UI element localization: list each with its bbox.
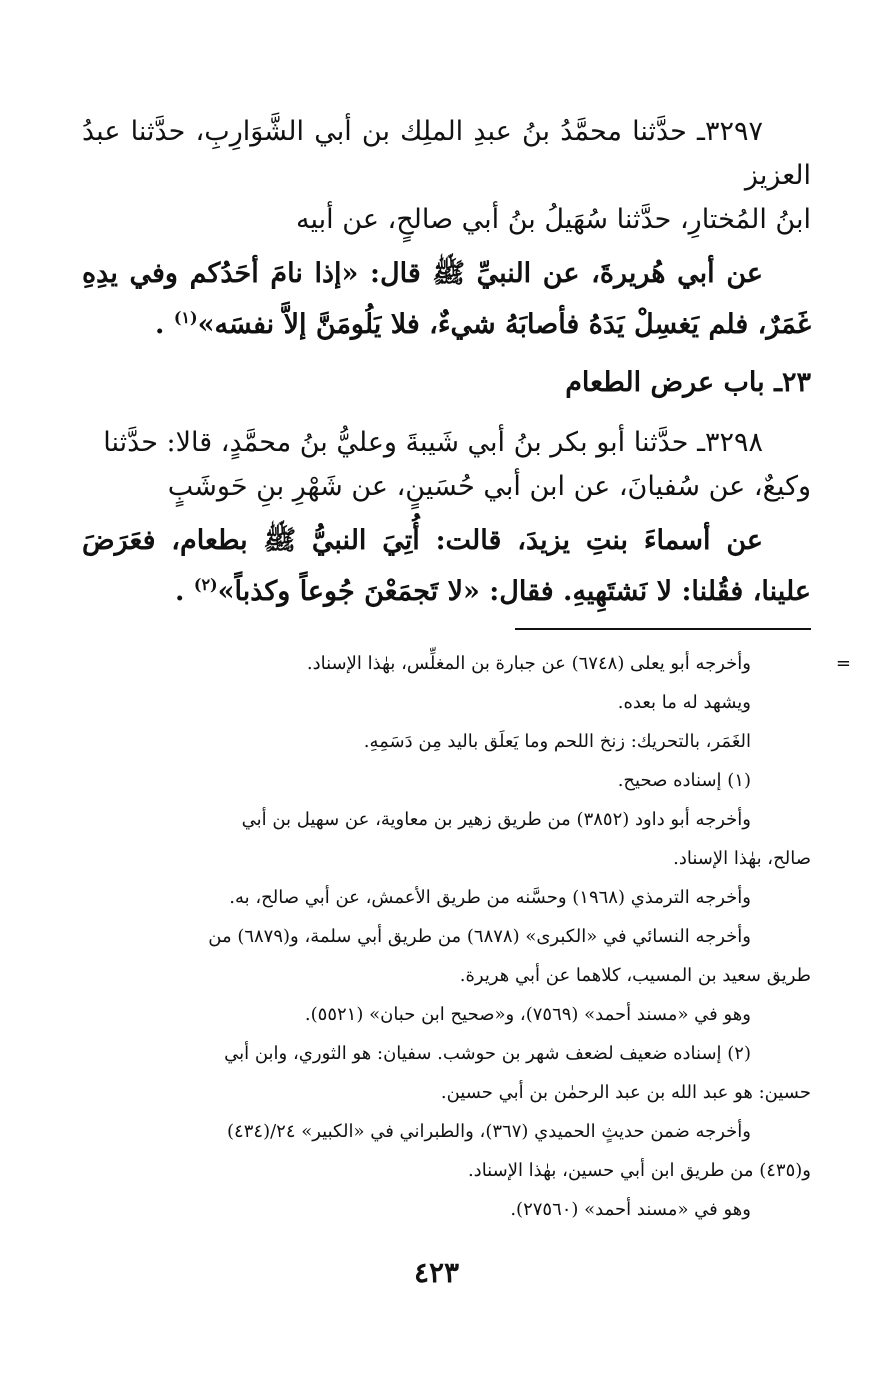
footnote-ref-2[interactable]: (٢) (193, 575, 218, 594)
footnote-line: وهو في «مسند أحمد» (٧٥٦٩)، و«صحيح ابن حبان» (٥٥٢١). (304, 1004, 751, 1025)
footnote-line: وأخرجه أبو داود (٣٨٥٢) من طريق زهير بن معاوية، عن سهيل بن أبي (241, 809, 751, 830)
footnote-line: صالح، بهٰذا الإسناد. (673, 848, 811, 869)
hadith-3297-chain-line2: ابنُ المُختارِ، حدَّثنا سُهَيلُ بنُ أبي صالحٍ، عن أبيه (296, 204, 811, 235)
footnote-line: (١) إسناده صحيح. (617, 770, 751, 791)
hadith-3298-matn-text: عن أسماءَ بنتِ يزيدَ، قالت: أُتِيَ النبيُّ ﷺ بطعام، فعَرَضَ علينا، فقُلنا: لا نَشتَهِيهِ. فقال: «لا تَجمَعْنَ جُوعاً وكذباً» (82, 525, 811, 607)
footnote-line: حسين: هو عبد الله بن عبد الرحمٰن بن أبي حسين. (440, 1082, 811, 1103)
hadith-3298-end: . (175, 576, 185, 607)
footnote-separator (515, 628, 811, 630)
chapter-title: ٢٣ـ باب عرض الطعام (565, 367, 811, 398)
page-number: ٤٢٣ (413, 1256, 460, 1289)
footnote-line: الغَمَر، بالتحريك: زنخ اللحم وما يَعلَق باليد مِن دَسَمِهِ. (363, 731, 751, 752)
book-page (82, 110, 851, 1320)
hadith-3297-chain-line1: ٣٢٩٧ـ حدَّثنا محمَّدُ بنُ عبدِ الملِك بن أبي الشَّوَارِبِ، حدَّثنا عبدُ العزيز (82, 116, 811, 191)
footnote-ref-1[interactable]: (١) (173, 308, 198, 327)
footnotes (82, 644, 851, 1229)
footnote-line: ويشهد له ما بعده. (617, 692, 751, 713)
footnote-line: وأخرجه أبو يعلى (٦٧٤٨) عن جبارة بن المغلِّس، بهٰذا الإسناد. (306, 653, 751, 674)
hadith-3298-matn (82, 519, 811, 614)
footnote-line: وأخرجه ضمن حديثٍ الحميدي (٣٦٧)، والطبراني في «الكبير» ٢٤/(٤٣٤) (227, 1121, 751, 1142)
hadith-3298-chain (82, 421, 811, 509)
footnote-line: وأخرجه الترمذي (١٩٦٨) وحسَّنه من طريق الأعمش، عن أبي صالح، به. (229, 887, 751, 908)
hadith-3297-end: . (155, 309, 165, 340)
footnote-line: (٢) إسناده ضعيف لضعف شهر بن حوشب. سفيان: هو الثوري، وابن أبي (224, 1043, 751, 1064)
footnote-line: طريق سعيد بن المسيب، كلاهما عن أبي هريرة. (459, 965, 811, 986)
hadith-3297-chain (82, 110, 811, 242)
footnote-line: وأخرجه النسائي في «الكبرى» (٦٨٧٨) من طريق أبي سلمة، و(٦٨٧٩) من (208, 926, 751, 947)
footnote-line: و(٤٣٥) من طريق ابن أبي حسين، بهٰذا الإسناد. (467, 1160, 811, 1181)
footnote-lines (82, 644, 811, 1229)
main-text (82, 110, 811, 614)
footnote-line: وهو في «مسند أحمد» (٢٧٥٦٠). (510, 1199, 751, 1220)
hadith-3297-matn (82, 252, 811, 347)
footnote-continuation-mark: = (835, 653, 851, 674)
hadith-3297-matn-text: عن أبي هُريرةَ، عن النبيِّ ﷺ قال: «إذا نامَ أحَدُكم وفي يدِهِ غَمَرٌ، فلم يَغسِلْ يَدَهُ فأصابَهُ شيءٌ، فلا يَلُومَنَّ إلاَّ نفسَه» (82, 258, 811, 340)
hadith-3298-chain-line1: ٣٢٩٨ـ حدَّثنا أبو بكر بنُ أبي شَيبةَ وعليُّ بنُ محمَّدٍ، قالا: حدَّثنا (103, 427, 763, 458)
hadith-3298-chain-line2: وكيعٌ، عن سُفيانَ، عن ابن أبي حُسَينٍ، عن شَهْرِ بنِ حَوشَبٍ (167, 471, 811, 502)
